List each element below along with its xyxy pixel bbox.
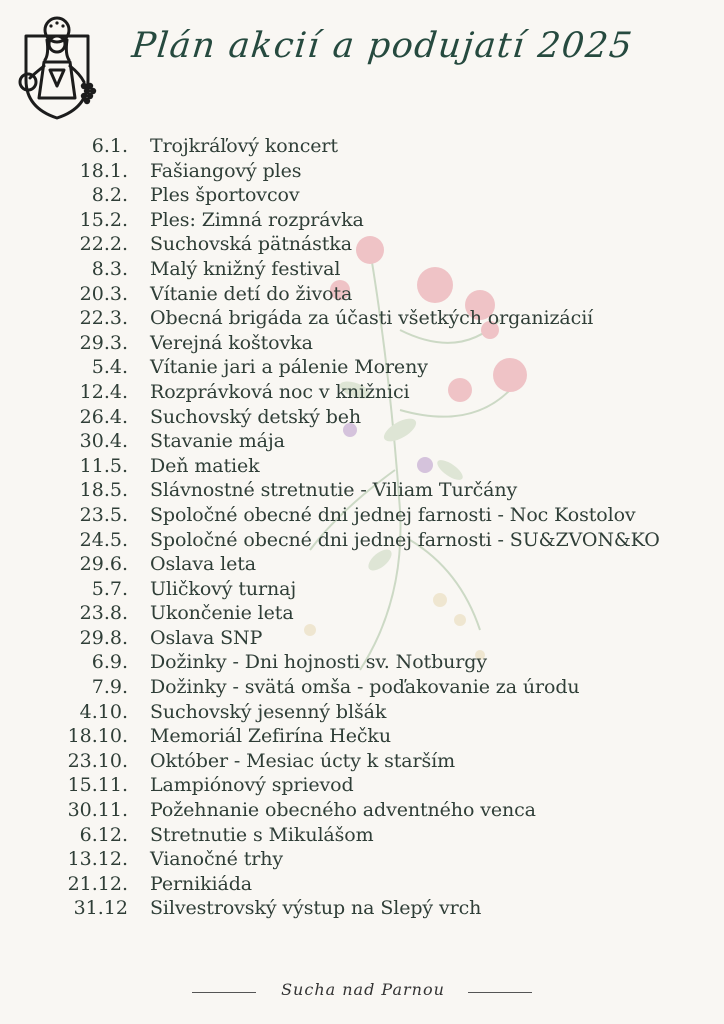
event-date: 15.2. xyxy=(79,208,128,231)
event-date: 18.1. xyxy=(79,159,128,182)
event-row xyxy=(0,872,724,897)
event-row xyxy=(0,503,724,528)
event-row xyxy=(0,429,724,454)
event-date: 20.3. xyxy=(79,282,128,305)
event-row xyxy=(0,700,724,725)
event-name: Ples: Zimná rozprávka xyxy=(150,208,364,231)
event-date: 8.2. xyxy=(91,184,128,207)
event-row xyxy=(0,724,724,749)
event-name: Stavanie mája xyxy=(150,430,285,453)
event-row xyxy=(0,454,724,479)
event-row xyxy=(0,355,724,380)
footer-divider-left xyxy=(192,992,256,993)
event-date: 31.12 xyxy=(73,897,128,920)
event-date: 22.2. xyxy=(79,233,128,256)
event-row xyxy=(0,306,724,331)
event-name: Pernikiáda xyxy=(150,872,252,895)
event-name: Stretnutie s Mikulášom xyxy=(150,823,374,846)
event-date: 23.5. xyxy=(79,503,128,526)
event-name: Spoločné obecné dni jednej farnosti - SU&ZVON&KO xyxy=(150,528,660,551)
page-title: Plán akcií a podujatí 2025 xyxy=(129,26,636,66)
event-name: Vianočné trhy xyxy=(150,848,284,871)
event-date: 6.12. xyxy=(79,823,128,846)
event-date: 23.8. xyxy=(79,602,128,625)
event-name: Deň matiek xyxy=(150,454,260,477)
event-date: 8.3. xyxy=(91,257,128,280)
event-name: Dožinky - Dni hojnosti sv. Notburgy xyxy=(150,651,487,674)
event-row xyxy=(0,577,724,602)
event-date: 13.12. xyxy=(67,848,128,871)
event-row xyxy=(0,405,724,430)
event-name: Vítanie jari a pálenie Moreny xyxy=(150,356,428,379)
event-name: Spoločné obecné dni jednej farnosti - Noc Kostolov xyxy=(150,503,636,526)
event-date: 26.4. xyxy=(79,405,128,428)
event-list xyxy=(0,134,724,921)
event-name: Memoriál Zefirína Hečku xyxy=(150,725,391,748)
event-row xyxy=(0,232,724,257)
event-date: 5.7. xyxy=(91,577,128,600)
event-date: 12.4. xyxy=(79,380,128,403)
event-date: 30.11. xyxy=(67,799,128,822)
event-date: 30.4. xyxy=(79,430,128,453)
event-row xyxy=(0,257,724,282)
event-date: 15.11. xyxy=(67,774,128,797)
event-date: 5.4. xyxy=(91,356,128,379)
event-row xyxy=(0,601,724,626)
event-date: 29.8. xyxy=(79,626,128,649)
event-row xyxy=(0,798,724,823)
event-date: 22.3. xyxy=(79,307,128,330)
event-date: 29.6. xyxy=(79,553,128,576)
event-row xyxy=(0,380,724,405)
event-name: Október - Mesiac úcty k starším xyxy=(150,749,456,772)
footer-signature: Sucha nad Parnou xyxy=(281,980,445,999)
event-name: Ukončenie leta xyxy=(150,602,294,625)
event-date: 21.12. xyxy=(67,872,128,895)
event-date: 6.1. xyxy=(91,135,128,157)
event-name: Dožinky - svätá omša - poďakovanie za úrodu xyxy=(150,676,580,699)
event-name: Verejná koštovka xyxy=(150,331,313,354)
event-date: 4.10. xyxy=(79,700,128,723)
event-name: Oslava SNP xyxy=(150,626,263,649)
event-name: Oslava leta xyxy=(150,553,257,576)
event-name: Slávnostné stretnutie - Viliam Turčány xyxy=(150,479,518,502)
event-date: 11.5. xyxy=(79,454,128,477)
event-row xyxy=(0,896,724,921)
event-name: Malý knižný festival xyxy=(150,257,341,280)
event-name: Lampiónový sprievod xyxy=(150,774,354,797)
event-name: Suchovský jesenný blšák xyxy=(150,700,387,723)
event-row xyxy=(0,478,724,503)
event-name: Suchovský detský beh xyxy=(150,405,362,428)
event-date: 29.3. xyxy=(79,331,128,354)
event-row xyxy=(0,675,724,700)
event-date: 7.9. xyxy=(91,676,128,699)
event-name: Ples športovcov xyxy=(150,184,300,207)
event-row xyxy=(0,282,724,307)
event-date: 18.5. xyxy=(79,479,128,502)
event-name: Trojkráľový koncert xyxy=(150,135,338,157)
event-row xyxy=(0,626,724,651)
event-row xyxy=(0,847,724,872)
footer-divider-right xyxy=(468,992,532,993)
event-name: Uličkový turnaj xyxy=(150,577,297,600)
event-row xyxy=(0,208,724,233)
event-name: Fašiangový ples xyxy=(150,159,302,182)
event-row xyxy=(0,134,724,159)
event-row xyxy=(0,773,724,798)
event-row xyxy=(0,159,724,184)
event-name: Suchovská pätnástka xyxy=(150,233,352,256)
event-name: Obecná brigáda za účasti všetkých organizácií xyxy=(150,307,594,330)
event-row xyxy=(0,749,724,774)
event-row xyxy=(0,183,724,208)
event-row xyxy=(0,552,724,577)
event-row xyxy=(0,650,724,675)
municipality-coat-of-arms-logo xyxy=(14,14,100,122)
event-date: 24.5. xyxy=(79,528,128,551)
event-date: 18.10. xyxy=(67,725,128,748)
event-name: Vítanie detí do života xyxy=(150,282,353,305)
event-row xyxy=(0,528,724,553)
event-row xyxy=(0,331,724,356)
event-name: Požehnanie obecného adventného venca xyxy=(150,799,536,822)
footer xyxy=(0,980,724,1006)
event-date: 6.9. xyxy=(91,651,128,674)
event-name: Silvestrovský výstup na Slepý vrch xyxy=(150,897,482,920)
event-row xyxy=(0,823,724,848)
event-name: Rozprávková noc v knižnici xyxy=(150,380,410,403)
event-date: 23.10. xyxy=(67,749,128,772)
